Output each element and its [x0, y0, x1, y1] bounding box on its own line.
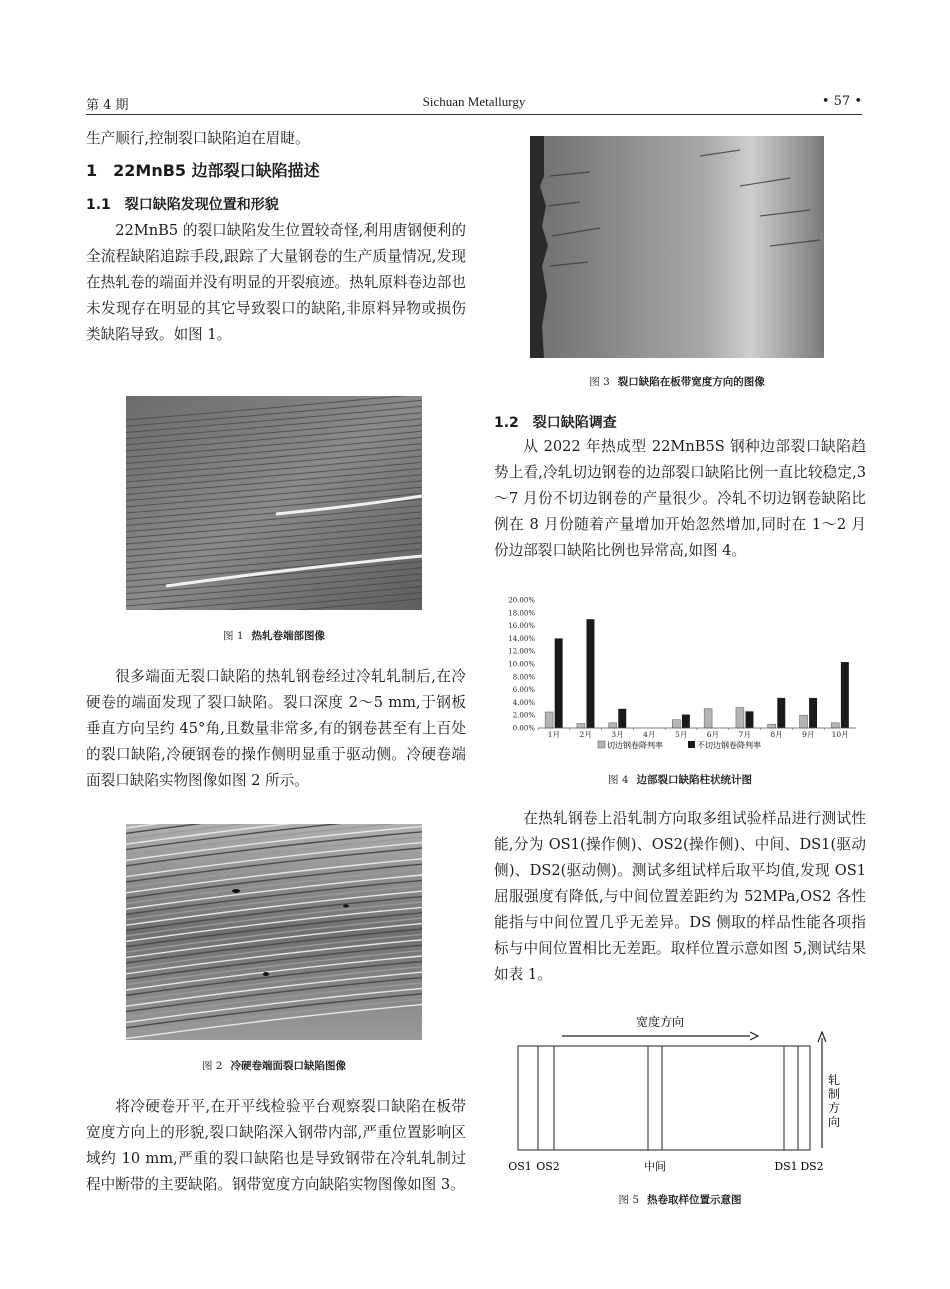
- chart-bar-trimmed: [577, 724, 585, 728]
- figure-5-number: 图 5: [618, 1194, 640, 1206]
- chart-ytick-label: 2.00%: [512, 711, 535, 720]
- figure-4-title: 边部裂口缺陷柱状统计图: [636, 774, 753, 786]
- subsection-heading-1-2: 1.2 裂口缺陷调查: [494, 415, 617, 431]
- paragraph-4: 从 2022 年热成型 22MnB5S 钢种边部裂口缺陷趋势上看,冷轧切边钢卷的边部裂口缺陷比例一直比较稳定,3～7 月份不切边钢卷的产量很少。冷轧不切边钢卷缺陷比例在 8 月份随着产量增加开始忽然增加,同时在 1～2 月份边部裂口缺陷比例也异常高,如图 4。: [494, 438, 866, 559]
- figure-2-image: [126, 824, 422, 1040]
- figure-1-number: 图 1: [222, 630, 244, 642]
- chart-ytick-label: 8.00%: [512, 673, 535, 682]
- chart-bar-trimmed: [800, 715, 808, 728]
- figure-1-title: 热轧卷端部图像: [251, 630, 326, 642]
- figure-3-title: 裂口缺陷在板带宽度方向的图像: [617, 376, 765, 388]
- chart-bar-trimmed: [672, 720, 680, 728]
- width-direction-label: 宽度方向: [635, 1015, 685, 1029]
- paragraph-3: 将冷硬卷开平,在开平线检验平台观察裂口缺陷在板带宽度方向上的形貌,裂口缺陷深入钢带内部,严重位置影响区域约 10 mm,严重的裂口缺陷也是导致钢带在冷轧轧制过程中断带的主要缺陷。钢带宽度方向缺陷实物图像如图 3。: [86, 1098, 466, 1193]
- chart-xtick-label: 4月: [643, 730, 656, 739]
- chart-xtick-label: 8月: [770, 730, 783, 739]
- subsection-heading-1-1: 1.1 裂口缺陷发现位置和形貌: [86, 197, 279, 213]
- journal-name: Sichuan Metallurgy: [422, 94, 526, 109]
- chart-xtick-label: 6月: [706, 730, 720, 739]
- chart-ytick-label: 16.00%: [508, 622, 535, 631]
- figure-3-number: 图 3: [589, 376, 610, 388]
- page-number: • 57 •: [821, 94, 862, 109]
- chart-ytick-label: 18.00%: [508, 609, 535, 618]
- chart-xtick-label: 3月: [611, 730, 624, 739]
- figure-1-image: [126, 396, 422, 610]
- figure-5-diagram: [500, 1012, 840, 1180]
- chart-bar-untrimmed: [745, 711, 753, 728]
- label-ds1: DS1: [774, 1160, 798, 1173]
- figure-2-caption: [126, 1058, 422, 1073]
- label-ds2: DS2: [800, 1160, 824, 1173]
- chart-bar-untrimmed: [555, 638, 563, 728]
- chart-bar-trimmed: [831, 723, 839, 728]
- figure-3-caption: [530, 374, 824, 389]
- chart-legend: [598, 740, 761, 750]
- chart-ytick-label: 12.00%: [508, 647, 535, 656]
- chart-ytick-label: 4.00%: [512, 698, 535, 707]
- legend-label-trimmed: 切边钢卷降判率: [607, 741, 663, 750]
- paragraph-2: 很多端面无裂口缺陷的热轧钢卷经过冷轧轧制后,在冷硬卷的端面发现了裂口缺陷。裂口深度 2～5 mm,于钢板垂直方向呈约 45°角,且数量非常多,有的钢卷甚至有上百处的裂口缺陷,冷硬钢卷的操作侧明显重于驱动侧。冷硬卷端面裂口缺陷实物图像如图 2 所示。: [86, 668, 466, 789]
- width-arrow-head-icon: [750, 1032, 758, 1040]
- chart-bar-trimmed: [609, 723, 617, 728]
- figure-5-caption: [494, 1192, 866, 1207]
- legend-label-untrimmed: 不切边钢卷降判率: [697, 741, 761, 750]
- rolling-direction-label: 轧制方向: [827, 1073, 840, 1129]
- chart-bar-trimmed: [704, 709, 712, 728]
- issue-number: 第 4 期: [86, 98, 129, 113]
- chart-bar-trimmed: [768, 724, 776, 728]
- chart-ytick-label: 14.00%: [508, 634, 535, 643]
- chart-xtick-label: 9月: [802, 730, 815, 739]
- chart-xtick-label: 7月: [738, 730, 751, 739]
- figure-3-image: [530, 136, 824, 358]
- chart-bar-untrimmed: [809, 698, 817, 728]
- chart-xtick-label: 5月: [674, 730, 688, 739]
- label-os2: OS2: [536, 1160, 560, 1173]
- chart-ytick-label: 20.00%: [508, 596, 535, 605]
- figure-4-chart: [494, 594, 860, 760]
- figure-5-title: 热卷取样位置示意图: [647, 1194, 742, 1206]
- figure-2-title: 冷硬卷端面裂口缺陷图像: [230, 1060, 347, 1072]
- label-middle: 中间: [644, 1160, 666, 1173]
- header-rule: [86, 114, 862, 115]
- chart-bar-untrimmed: [586, 619, 594, 728]
- legend-swatch-untrimmed: [688, 741, 695, 748]
- left-column: [86, 126, 466, 348]
- figure-4-caption: [494, 772, 866, 787]
- chart-xtick-label: 10月: [831, 730, 849, 739]
- paragraph-continuation: 生产顺行,控制裂口缺陷迫在眉睫。: [86, 130, 310, 147]
- chart-bar-untrimmed: [682, 715, 690, 728]
- chart-bar-untrimmed: [618, 709, 626, 728]
- chart-bar-untrimmed: [777, 698, 785, 728]
- chart-xtick-label: 1月: [547, 730, 561, 739]
- paragraph-5: 在热轧钢卷上沿轧制方向取多组试验样品进行测试性能,分为 OS1(操作侧)、OS2(操作侧)、中间、DS1(驱动侧)、DS2(驱动侧)。测试多组试样后取平均值,发现 OS1 屈服强度有降低,与中间位置差距约为 52MPa,OS2 各性能指与中间位置几乎无差异。DS 侧取的样品性能各项指标与中间位置相比无差距。取样位置示意如图 5,测试结果如表 1。: [494, 810, 866, 983]
- paragraph-1: 22MnB5 的裂口缺陷发生位置较奇怪,利用唐钢便利的全流程缺陷追踪手段,跟踪了大量钢卷的生产质量情况,发现在热轧卷的端面并没有明显的开裂痕迹。热轧原料卷边部也未发现存在明显的其它导致裂口的缺陷,非原料异物或损伤类缺陷导致。如图 1。: [86, 222, 466, 343]
- legend-swatch-trimmed: [598, 741, 605, 748]
- chart-xtick-label: 2月: [579, 730, 592, 739]
- section-heading-1: 1 22MnB5 边部裂口缺陷描述: [86, 161, 320, 180]
- chart-bar-trimmed: [545, 712, 553, 728]
- figure-4-number: 图 4: [607, 774, 629, 786]
- label-os1: OS1: [508, 1160, 532, 1173]
- chart-bar-trimmed: [736, 708, 744, 728]
- strip-outline: [518, 1046, 810, 1150]
- figure-2-number: 图 2: [201, 1060, 223, 1072]
- chart-bar-untrimmed: [841, 662, 849, 728]
- chart-ytick-label: 10.00%: [508, 660, 535, 669]
- sampling-lines: [538, 1046, 798, 1150]
- chart-ytick-label: 6.00%: [512, 686, 535, 695]
- figure-1-caption: [126, 628, 422, 643]
- chart-ytick-label: 0.00%: [512, 724, 535, 733]
